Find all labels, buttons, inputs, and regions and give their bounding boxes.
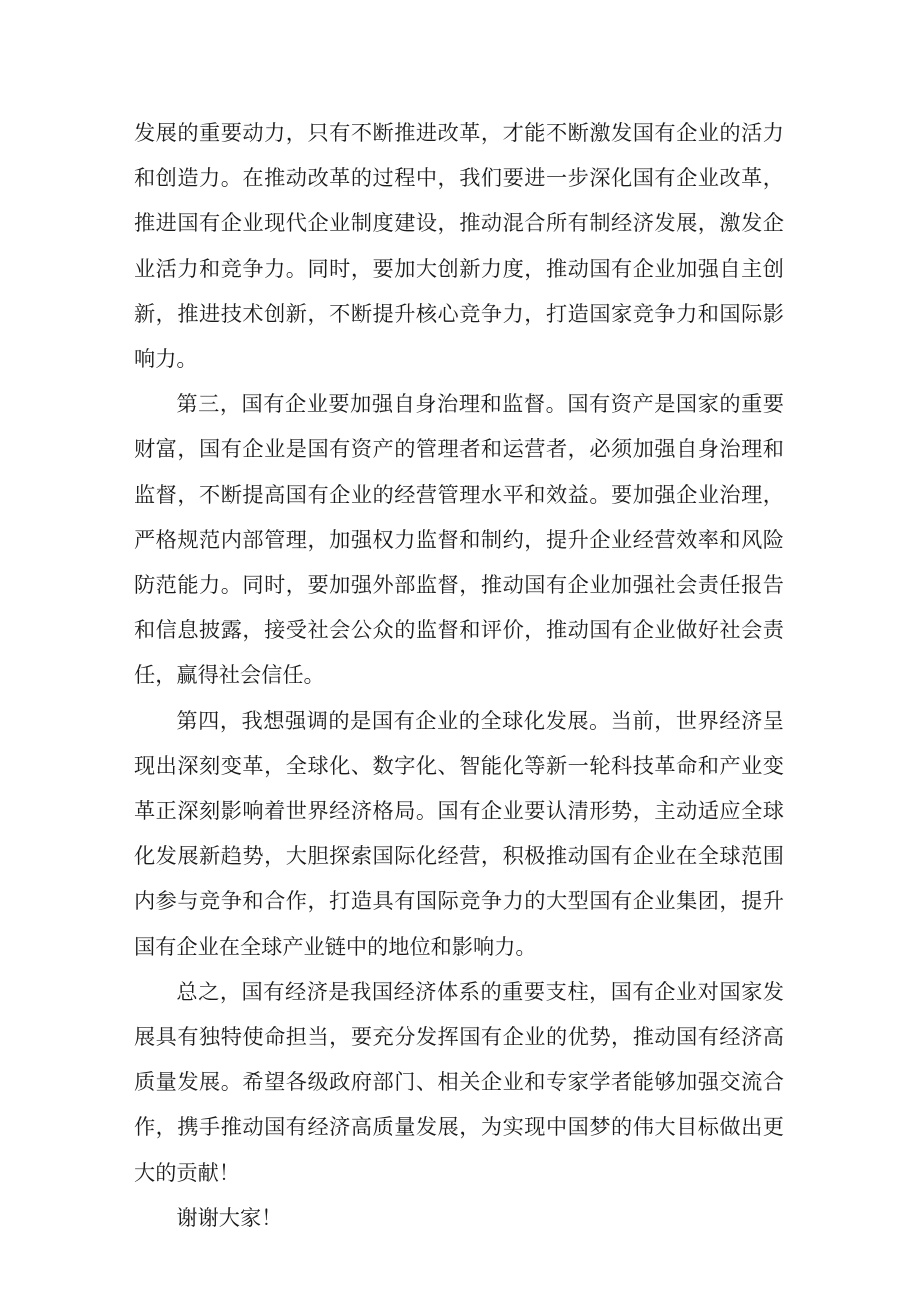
paragraph-third-point: 第三，国有企业要加强自身治理和监督。国有资产是国家的重要财富，国有企业是国有资产的管理者和运营者，必须加强自身治理和监督，不断提高国有企业的经营管理水平和效益。要加强企业治理，严格规范内部管理，加强权力监督和制约，提升企业经营效率和风险防范能力。同时，要加强外部监督，推动国有企业加强社会责任报告和信息披露，接受社会公众的监督和评价，推动国有企业做好社会责任，赢得社会信任。 [134,391,784,688]
paragraph-conclusion: 总之，国有经济是我国经济体系的重要支柱，国有企业对国家发展具有独特使命担当，要充分发挥国有企业的优势，推动国有经济高质量发展。希望各级政府部门、相关企业和专家学者能够加强交流合作，携手推动国有经济高质量发展，为实现中国梦的伟大目标做出更大的贡献！ [134,978,784,1185]
paragraph-continued: 发展的重要动力，只有不断推进改革，才能不断激发国有企业的活力和创造力。在推动改革的过程中，我们要进一步深化国有企业改革，推进国有企业现代企业制度建设，推动混合所有制经济发展，激发企业活力和竞争力。同时，要加大创新力度，推动国有企业加强自主创新，推进技术创新，不断提升核心竞争力，打造国家竞争力和国际影响力。 [134,120,784,372]
paragraph-fourth-point: 第四，我想强调的是国有企业的全球化发展。当前，世界经济呈现出深刻变革，全球化、数字化、智能化等新一轮科技革命和产业变革正深刻影响着世界经济格局。国有企业要认清形势，主动适应全球化发展新趋势，大胆探索国际化经营，积极推动国有企业在全球范围内参与竞争和合作，打造具有国际竞争力的大型国有企业集团，提升国有企业在全球产业链中的地位和影响力。 [134,707,784,959]
document-body [134,110,784,1240]
paragraph-thanks: 谢谢大家！ [176,1204,283,1230]
